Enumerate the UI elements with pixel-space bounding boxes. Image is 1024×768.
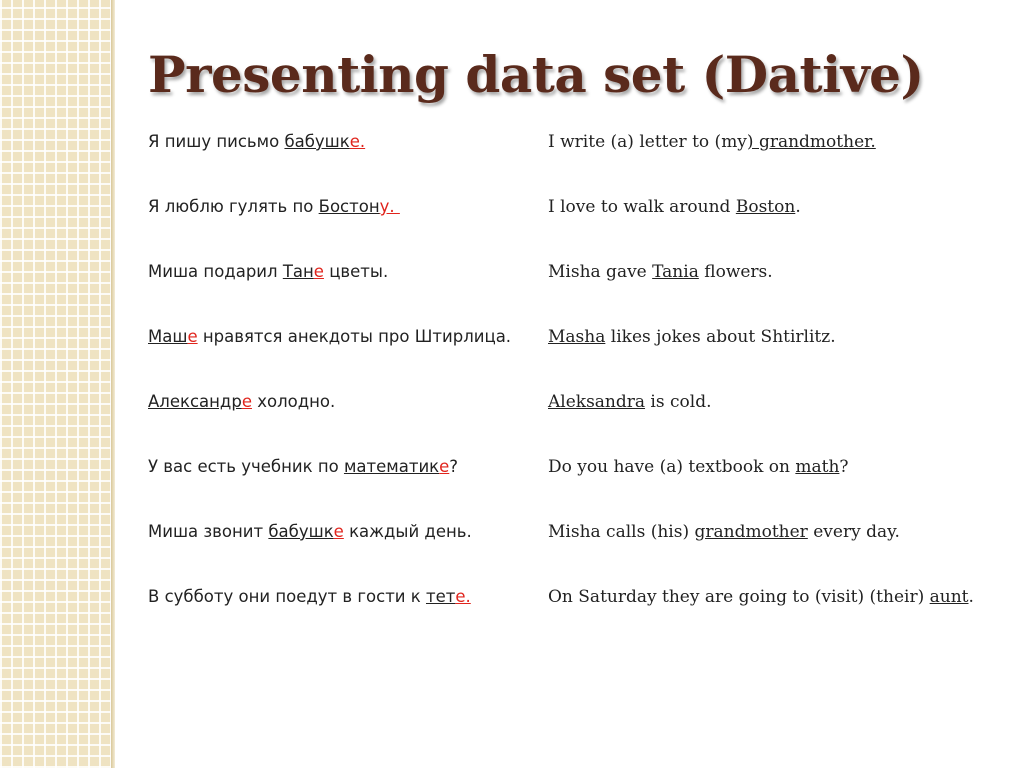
sentence-text: flowers.	[698, 262, 773, 282]
sentence-text: .	[795, 197, 801, 217]
underlined-word: ) grandmother.	[746, 132, 876, 152]
underlined-word: тет	[425, 587, 456, 606]
sentence-text: Misha calls (his)	[548, 522, 695, 542]
russian-sentence	[148, 195, 538, 260]
sentence-text: каждый день.	[343, 522, 472, 541]
english-sentence	[548, 455, 1008, 520]
sentence-text: .	[968, 587, 974, 607]
sentence-text: У вас есть учебник по	[148, 457, 344, 476]
russian-sentence	[148, 390, 538, 455]
english-sentence	[548, 325, 1008, 390]
sentence-text: Я люблю гулять по	[148, 197, 319, 216]
dative-ending: у.	[379, 197, 400, 216]
sentence-text: Do you have (a) textbook on	[548, 457, 796, 477]
sentence-text: is cold.	[645, 392, 712, 412]
dative-ending: е.	[455, 587, 471, 606]
russian-sentence	[148, 325, 538, 390]
underlined-word: Aleksandra	[548, 392, 646, 412]
sentence-text: холодно.	[251, 392, 336, 411]
russian-sentence	[148, 455, 538, 520]
underlined-word: Tania	[652, 262, 699, 282]
sentence-text: Я пишу письмо	[148, 132, 285, 151]
sentence-text: I write (a) letter to (my	[548, 132, 747, 152]
sentence-text: ?	[449, 457, 459, 476]
sentence-text: Миша подарил	[148, 262, 283, 281]
underlined-word: бабушк	[284, 132, 350, 151]
sentence-text: ?	[839, 457, 849, 477]
english-sentence	[548, 390, 1008, 455]
sentence-text: цветы.	[323, 262, 389, 281]
underlined-word: Бостон	[318, 197, 380, 216]
dative-ending: е	[187, 327, 198, 346]
dative-ending: е	[333, 522, 344, 541]
sentence-text: On Saturday they are going to (visit) (their)	[548, 587, 930, 607]
english-sentence	[548, 585, 1008, 650]
underlined-word: Masha	[548, 327, 606, 347]
english-sentence	[548, 195, 1008, 260]
sentence-text: likes jokes about Shtirlitz.	[605, 327, 836, 347]
underlined-word: Тан	[282, 262, 314, 281]
side-pattern-edge	[111, 0, 115, 768]
dative-ending: е	[439, 457, 450, 476]
dative-ending: е	[313, 262, 324, 281]
english-sentence	[548, 260, 1008, 325]
sentence-text: В субботу они поедут в гости к	[148, 587, 426, 606]
dative-ending: е	[241, 392, 252, 411]
underlined-word: aunt	[929, 587, 969, 607]
english-sentence	[548, 520, 1008, 585]
underlined-word: Boston	[735, 197, 796, 217]
underlined-word: grandmother	[694, 522, 808, 542]
russian-sentence	[148, 520, 538, 585]
underlined-word: Александр	[148, 392, 242, 411]
russian-sentence	[148, 130, 538, 195]
russian-sentence	[148, 260, 538, 325]
english-sentence	[548, 130, 1008, 195]
russian-sentences-column	[148, 130, 538, 650]
sentence-text: every day.	[807, 522, 900, 542]
sentence-text: Misha gave	[548, 262, 653, 282]
sentence-text: нравятся анекдоты про Штирлица.	[197, 327, 512, 346]
sentence-text: Миша звонит	[148, 522, 269, 541]
dative-ending: е.	[349, 132, 366, 151]
slide-title: Presenting data set (Dative)	[148, 45, 924, 104]
underlined-word: Маш	[148, 327, 188, 346]
sentence-text: I love to walk around	[548, 197, 736, 217]
underlined-word: бабушк	[268, 522, 334, 541]
russian-sentence	[148, 585, 538, 650]
english-translations-column	[548, 130, 1008, 650]
underlined-word: математик	[343, 457, 440, 476]
decorative-side-pattern	[0, 0, 111, 768]
underlined-word: math	[795, 457, 840, 477]
